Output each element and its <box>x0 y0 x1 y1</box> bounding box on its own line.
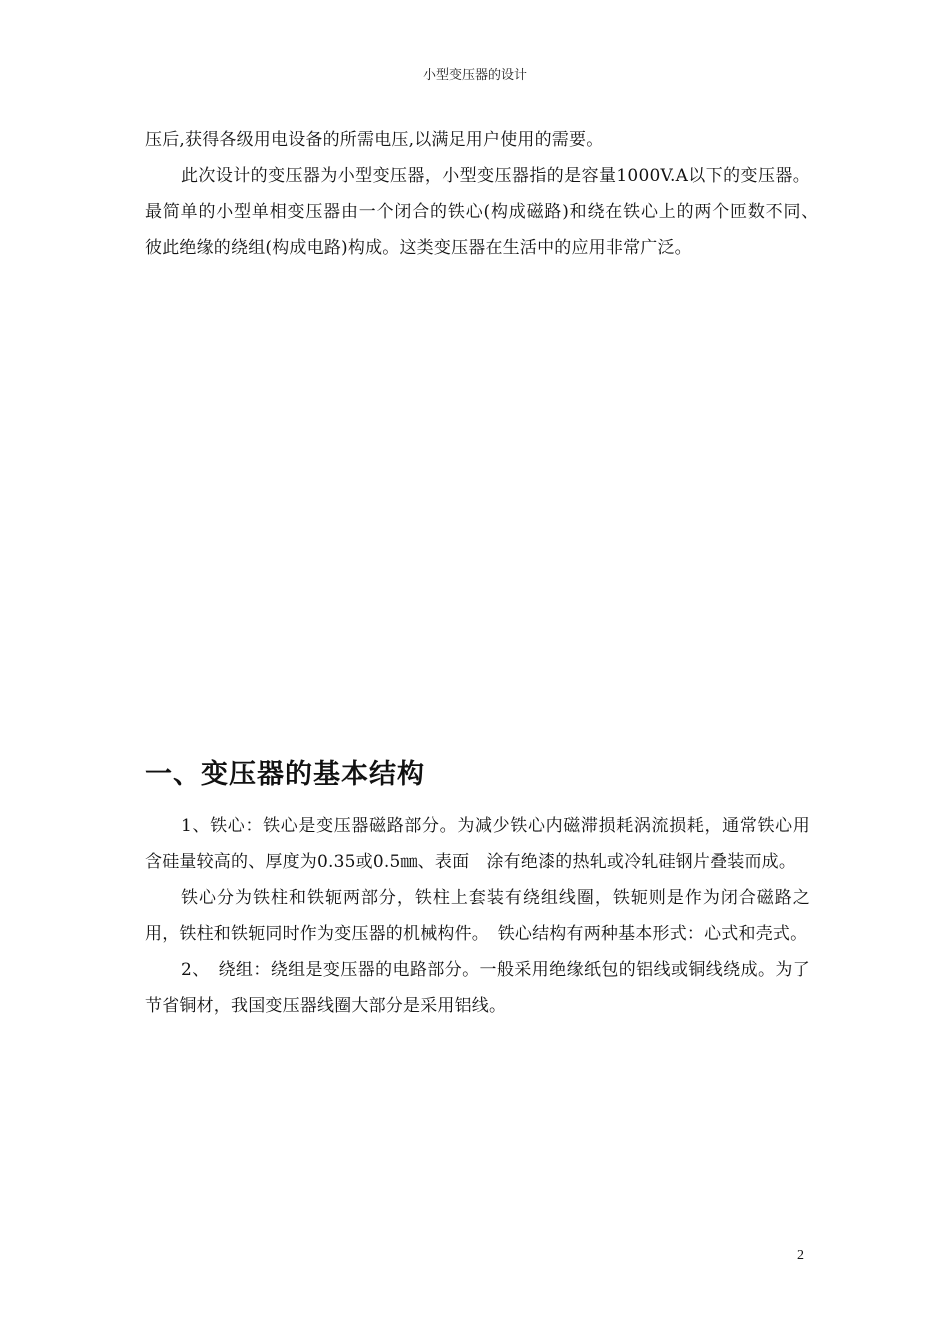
section-heading: 一、变压器的基本结构 <box>145 759 425 790</box>
running-header: 小型变压器的设计 <box>422 68 527 83</box>
continuation-paragraph: 压后,获得各级用电设备的所需电压,以满足用户使用的需要。 <box>145 130 604 150</box>
section-body <box>145 808 810 1024</box>
winding-paragraph: 2、 绕组：绕组是变压器的电路部分。一般采用绝缘纸包的铝线或铜线绕成。为了节省铜材，我国变压器线圈大部分是采用铝线。 <box>145 960 810 1016</box>
iron-core-paragraph: 1、铁心：铁心是变压器磁路部分。为减少铁心内磁滞损耗涡流损耗，通常铁心用含硅量较高的、厚度为0.35或0.5㎜、表面 涂有绝漆的热轧或冷轧硅钢片叠装而成。 <box>145 816 810 872</box>
core-structure-paragraph: 铁心分为铁柱和铁轭两部分，铁柱上套装有绕组线圈，铁轭则是作为闭合磁路之用，铁柱和铁轭同时作为变压器的机械构件。 铁心结构有两种基本形式：心式和壳式。 <box>145 888 810 944</box>
continuation-block <box>145 122 828 266</box>
page-number: 2 <box>797 1248 804 1263</box>
body-paragraph: 此次设计的变压器为小型变压器，小型变压器指的是容量1000V.A以下的变压器。最简单的小型单相变压器由一个闭合的铁心(构成磁路)和绕在铁心上的两个匝数不同、 彼此绝缘的绕组(构成电路)构成。这类变压器在生活中的应用非常广泛。 <box>145 166 828 258</box>
